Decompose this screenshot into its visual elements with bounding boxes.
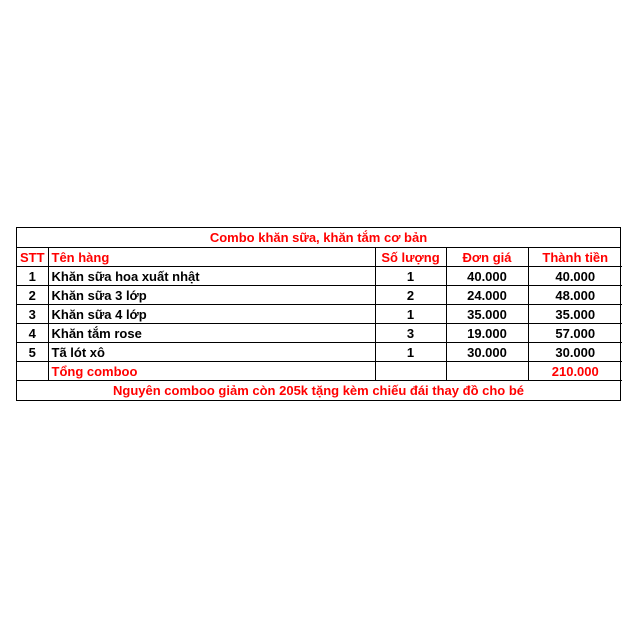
total-empty-cell (446, 362, 528, 381)
table-row (17, 324, 622, 343)
header-row (17, 248, 622, 267)
total-row (17, 362, 622, 381)
row-amount: 48.000 (528, 286, 622, 305)
total-empty-cell (375, 362, 446, 381)
row-amount: 40.000 (528, 267, 622, 286)
row-name: Tã lót xô (48, 343, 375, 362)
promo-note: Nguyên comboo giảm còn 205k tặng kèm chiếu đái thay đồ cho bé (112, 383, 525, 398)
row-stt: 2 (17, 286, 48, 305)
row-stt: 4 (17, 324, 48, 343)
header-name: Tên hàng (48, 248, 375, 267)
row-price: 24.000 (446, 286, 528, 305)
header-stt: STT (17, 248, 48, 267)
row-price: 35.000 (446, 305, 528, 324)
table-row (17, 305, 622, 324)
row-qty: 2 (375, 286, 446, 305)
total-empty-cell (17, 362, 48, 381)
row-stt: 3 (17, 305, 48, 324)
table-row (17, 343, 622, 362)
row-qty: 3 (375, 324, 446, 343)
table-row (17, 267, 622, 286)
row-stt: 1 (17, 267, 48, 286)
header-price: Đơn giá (446, 248, 528, 267)
total-label: Tổng comboo (48, 362, 375, 381)
table-row (17, 286, 622, 305)
row-amount: 30.000 (528, 343, 622, 362)
row-qty: 1 (375, 267, 446, 286)
table-title: Combo khăn sữa, khăn tắm cơ bản (17, 228, 620, 248)
row-stt: 5 (17, 343, 48, 362)
row-qty: 1 (375, 343, 446, 362)
row-name: Khăn sữa 4 lớp (48, 305, 375, 324)
row-qty: 1 (375, 305, 446, 324)
row-name: Khăn tắm rose (48, 324, 375, 343)
price-table (16, 227, 621, 401)
header-amount: Thành tiền (528, 248, 622, 267)
row-name: Khăn sữa 3 lớp (48, 286, 375, 305)
row-amount: 57.000 (528, 324, 622, 343)
row-price: 40.000 (446, 267, 528, 286)
total-amount: 210.000 (528, 362, 622, 381)
row-price: 30.000 (446, 343, 528, 362)
row-amount: 35.000 (528, 305, 622, 324)
items-table (17, 248, 622, 381)
row-price: 19.000 (446, 324, 528, 343)
row-name: Khăn sữa hoa xuất nhật (48, 267, 375, 286)
header-qty: Số lượng (375, 248, 446, 267)
